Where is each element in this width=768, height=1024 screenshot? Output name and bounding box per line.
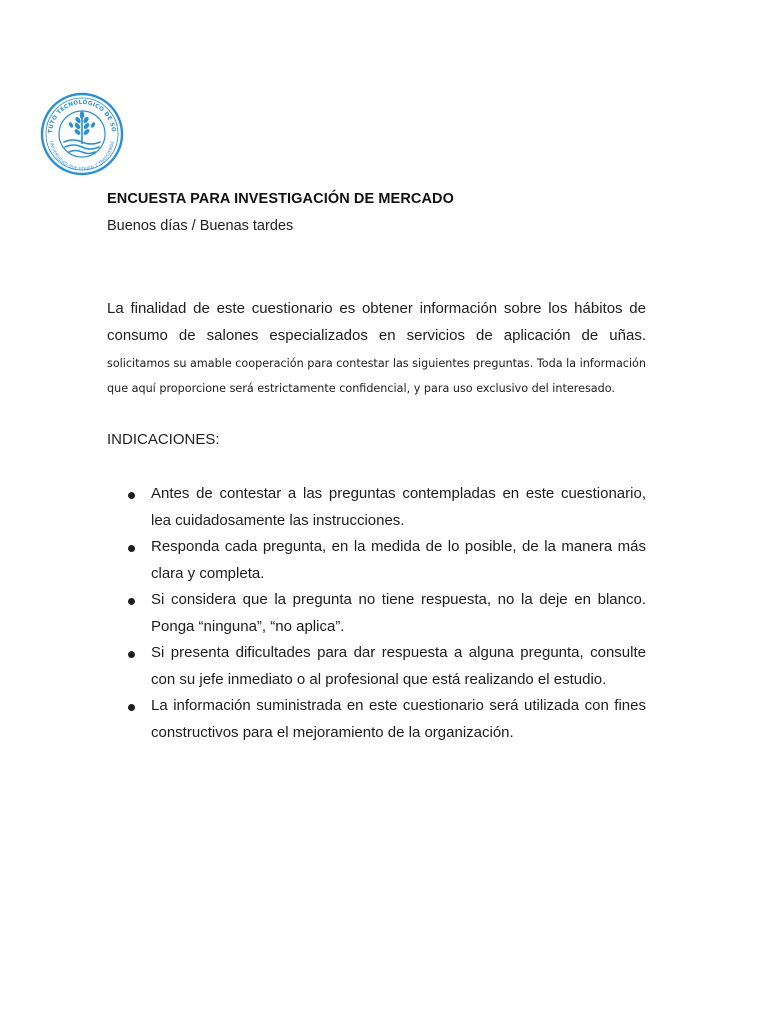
list-item: [107, 534, 646, 587]
list-item: [107, 587, 646, 640]
document-title: ENCUESTA PARA INVESTIGACIÓN DE MERCADO: [107, 191, 454, 207]
bullet-icon: [128, 651, 135, 658]
intro-paragraph: La finalidad de este cuestionario es obtener información sobre los hábitos de consumo de salones especializados en servicios de aplicación de uñas.: [107, 300, 646, 344]
bullet-icon: [128, 598, 135, 605]
seal-ring-top-text: TUTO TECNOLÓGICO DE SO: [47, 99, 117, 134]
instructions-heading: INDICACIONES:: [107, 431, 220, 448]
greeting-text: Buenos días / Buenas tardes: [107, 218, 294, 234]
list-item: [107, 640, 646, 693]
list-item: [107, 481, 646, 534]
instruction-text: La información suministrada en este cuestionario será utilizada con fines constructivos para el mejoramiento de la organización.: [151, 697, 646, 741]
instruction-text: Si considera que la pregunta no tiene respuesta, no la deje en blanco. Ponga “ninguna”, “no aplica”.: [151, 591, 646, 635]
instruction-text: Antes de contestar a las preguntas contempladas en este cuestionario, lea cuidadosamente las instrucciones.: [151, 485, 646, 529]
bullet-icon: [128, 545, 135, 552]
instruction-text: Si presenta dificultades para dar respuesta a alguna pregunta, consulte con su jefe inmediato o al profesional que está realizando el estudio.: [151, 644, 646, 688]
bullet-icon: [128, 704, 135, 711]
confidentiality-paragraph: solicitamos su amable cooperación para contestar las siguientes preguntas. Toda la información que aquí proporcione será estrictamente confidencial, y para uso exclusivo del interesado.: [107, 357, 646, 395]
instruction-text: Responda cada pregunta, en la medida de lo posible, de la manera más clara y completa.: [151, 538, 646, 582]
bullet-icon: [128, 492, 135, 499]
institute-seal-logo: [38, 92, 126, 176]
list-item: [107, 693, 646, 746]
instructions-list: [107, 481, 646, 746]
seal-ring-bottom-text: UNIVERSIDAD QUE EDUCA Y TRASCIENDE: [49, 140, 115, 172]
